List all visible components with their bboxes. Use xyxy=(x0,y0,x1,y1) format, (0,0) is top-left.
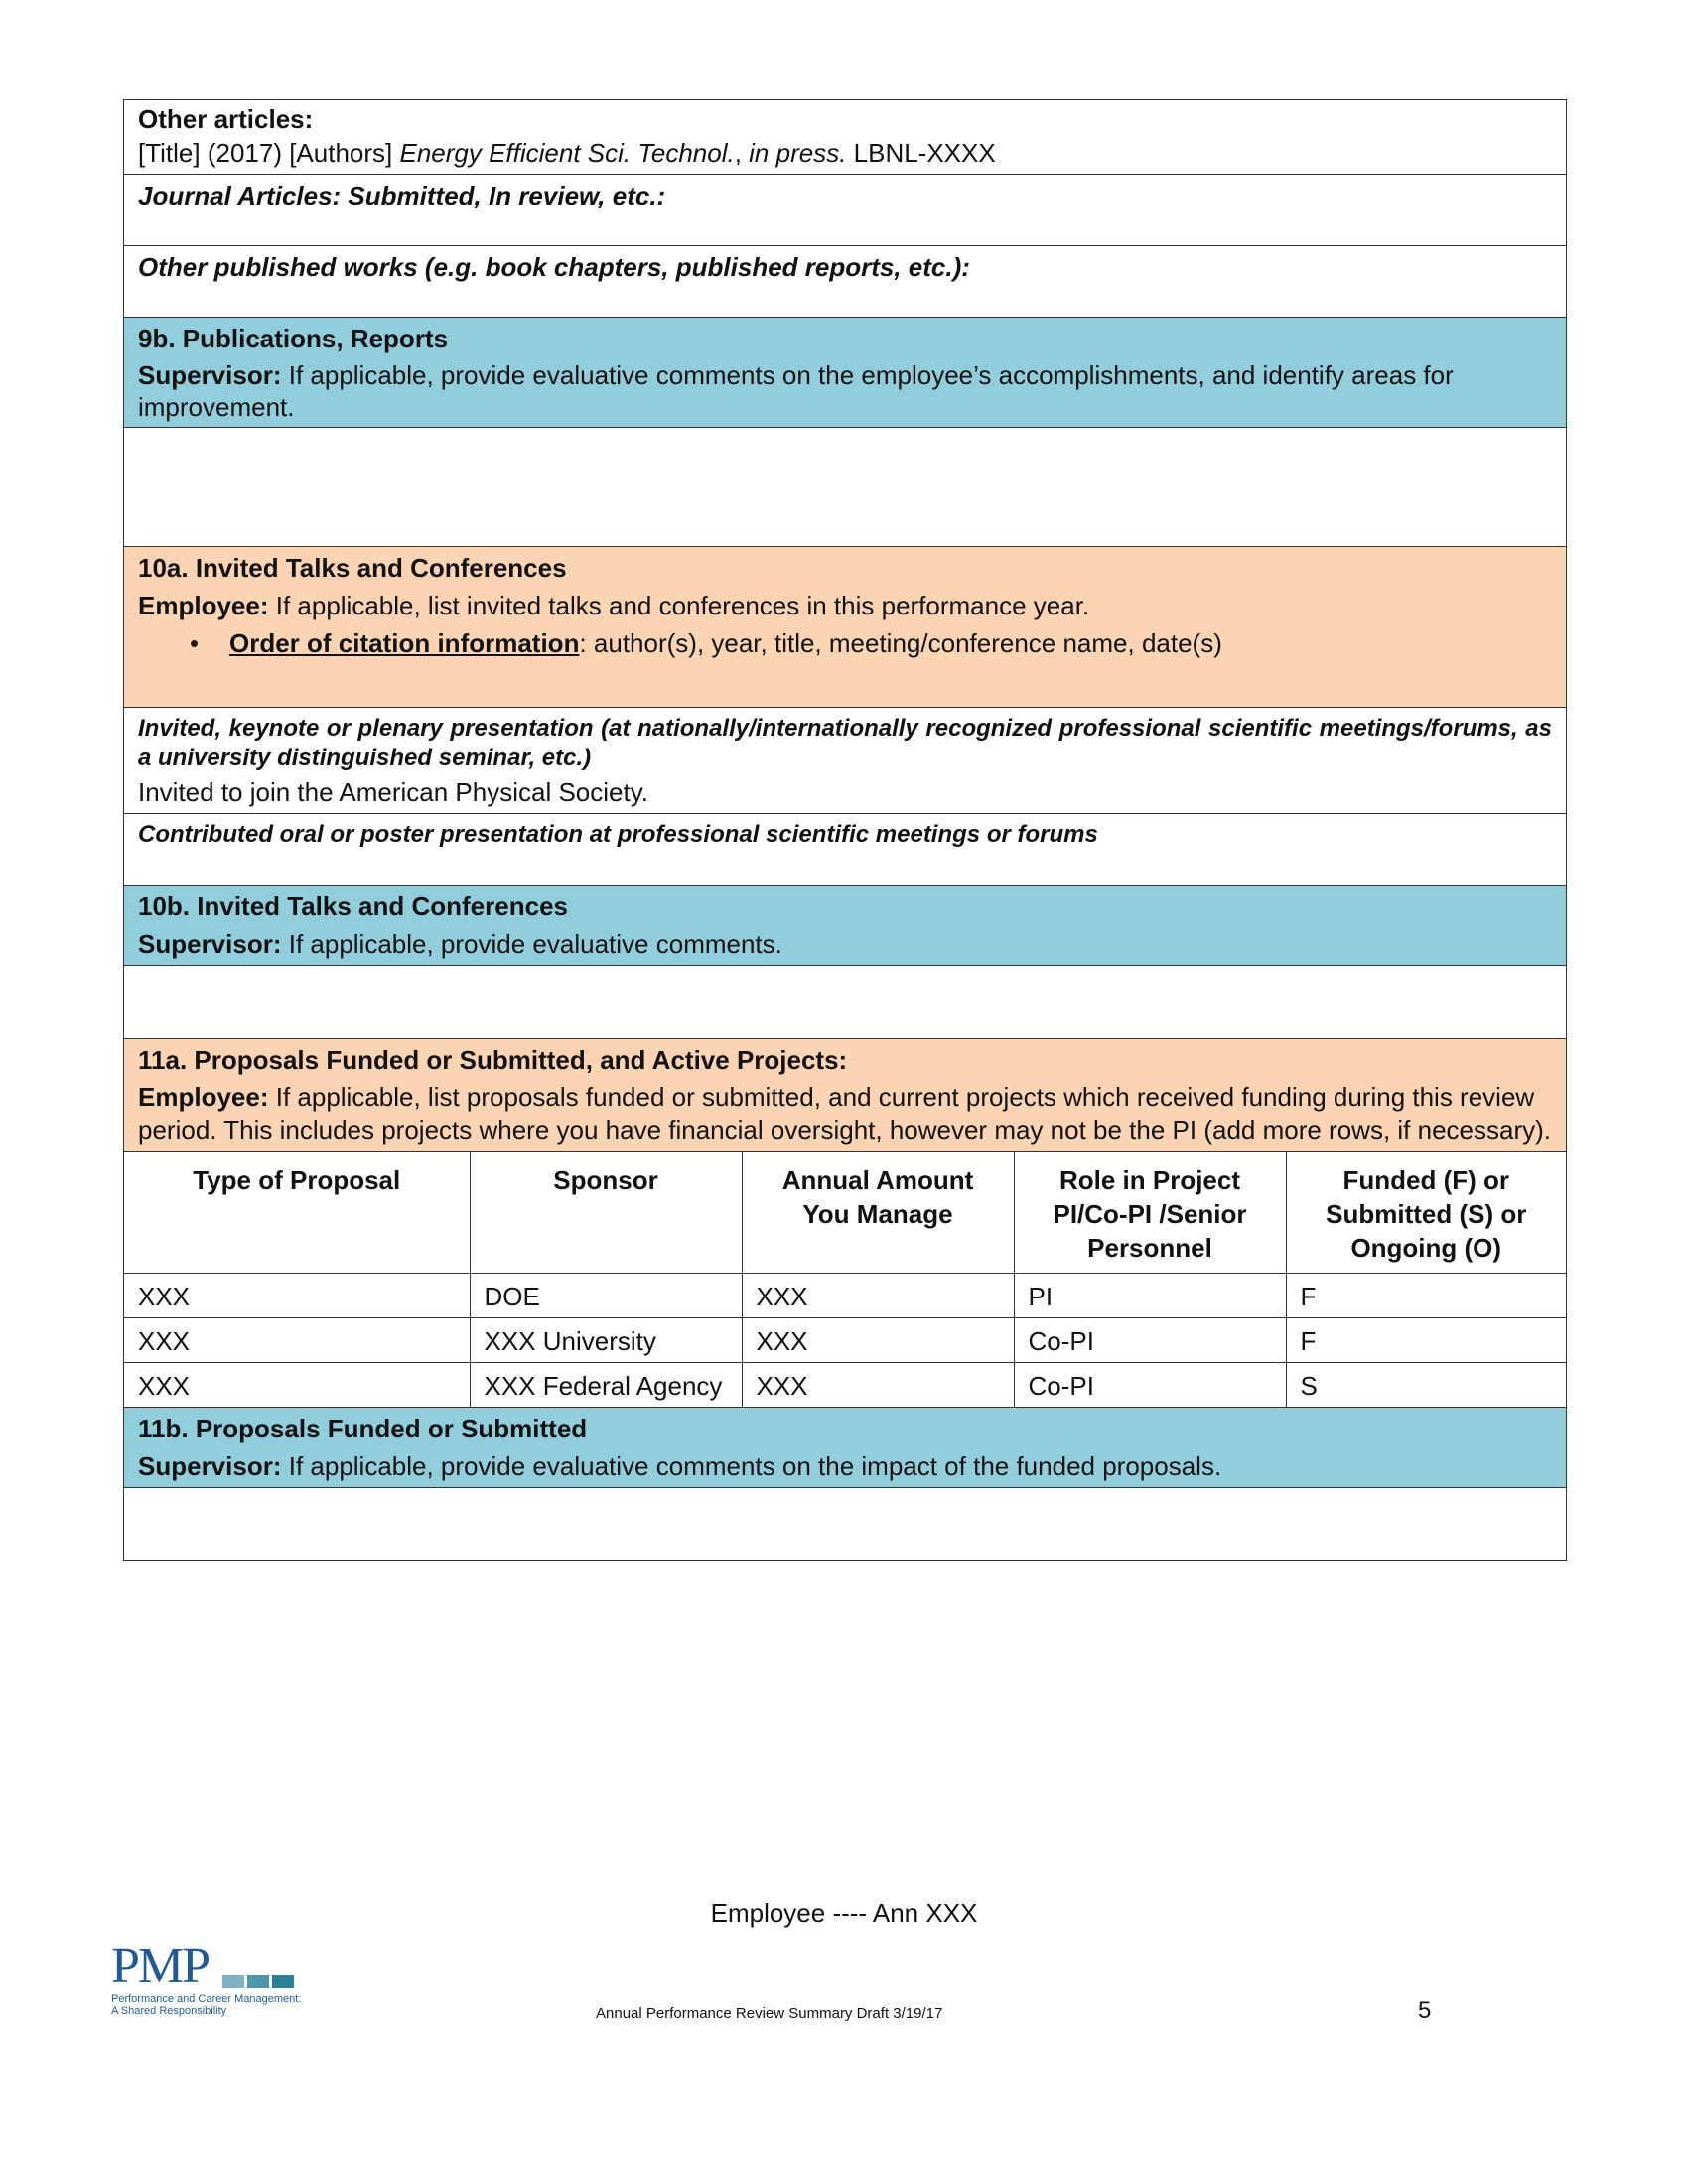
table-cell[interactable]: XXX xyxy=(124,1363,470,1408)
section-10b-title: 10b. Invited Talks and Conferences xyxy=(138,891,568,921)
invited-presentations-entry: Invited to join the American Physical Society. xyxy=(138,777,648,807)
section-10b-instructions: Supervisor: If applicable, provide evaluative comments. xyxy=(138,929,782,959)
bullet-icon: • xyxy=(190,628,200,658)
invited-presentations-heading: Invited, keynote or plenary presentation (at nationally/internationally recognized professional scientific meetings/forums, as a university distinguished seminar, etc.) xyxy=(138,715,1552,771)
section-9b-response-box[interactable] xyxy=(124,428,1566,547)
other-articles-heading: Other articles: xyxy=(138,104,314,134)
other-works-section xyxy=(124,246,1566,318)
contributed-presentations-heading: Contributed oral or poster presentation at professional scientific meetings or forums xyxy=(138,821,1098,848)
table-cell[interactable]: XXX University xyxy=(470,1318,742,1363)
table-cell[interactable]: Co-PI xyxy=(1014,1363,1286,1408)
proposals-table xyxy=(124,1152,1566,1407)
column-header: Role in Project PI/Co-PI /Senior Personnel xyxy=(1014,1152,1286,1274)
section-10b-response-box[interactable] xyxy=(124,966,1566,1039)
section-11b-header xyxy=(124,1408,1566,1488)
section-11a-instructions: Employee: If applicable, list proposals funded or submitted, and current projects which received funding during this review period. This includes projects where you have financial oversight, however may not be the PI (add more rows, if necessary). xyxy=(138,1082,1551,1145)
document-title-footer: Annual Performance Review Summary Draft 3/19/17 xyxy=(596,2005,943,2022)
logo-square-icon xyxy=(222,1975,244,1988)
table-cell[interactable]: XXX Federal Agency xyxy=(470,1363,742,1408)
section-10b-header xyxy=(124,886,1566,966)
proposals-table-wrapper xyxy=(124,1152,1566,1408)
section-11b-response-box[interactable] xyxy=(124,1488,1566,1560)
table-cell[interactable]: DOE xyxy=(470,1274,742,1318)
table-row xyxy=(124,1274,1566,1318)
table-cell[interactable]: XXX xyxy=(742,1274,1014,1318)
section-9b-instructions: Supervisor: If applicable, provide evaluative comments on the employee’s accomplishments, and identify areas for improvement. xyxy=(138,360,1454,422)
review-form-table xyxy=(123,99,1567,1561)
section-11a-title: 11a. Proposals Funded or Submitted, and Active Projects: xyxy=(138,1045,848,1075)
table-cell[interactable]: XXX xyxy=(124,1274,470,1318)
table-cell[interactable]: F xyxy=(1286,1318,1566,1363)
pmp-logo-tagline-1: Performance and Career Management: xyxy=(111,1993,302,2005)
section-9b-title: 9b. Publications, Reports xyxy=(138,324,449,353)
citation-order-bullet: • Order of citation information: author(s), year, title, meeting/conference name, date(s) xyxy=(190,628,1222,658)
other-works-heading: Other published works (e.g. book chapters, published reports, etc.): xyxy=(138,252,970,282)
section-11b-instructions: Supervisor: If applicable, provide evaluative comments on the impact of the funded proposals. xyxy=(138,1451,1222,1481)
column-header: Type of Proposal xyxy=(124,1152,470,1274)
column-header: Annual Amount You Manage xyxy=(742,1152,1014,1274)
section-11a-header xyxy=(124,1039,1566,1152)
table-row xyxy=(124,1363,1566,1408)
table-cell[interactable]: S xyxy=(1300,1371,1318,1401)
citation-order-label: Order of citation information xyxy=(229,628,580,658)
table-cell[interactable]: XXX xyxy=(742,1363,1014,1408)
table-cell[interactable]: XXX xyxy=(124,1318,470,1363)
table-cell[interactable]: PI xyxy=(1014,1274,1286,1318)
pmp-logo xyxy=(111,1938,310,2017)
pmp-logo-text: PMP xyxy=(111,1938,210,1994)
pmp-logo-tagline-2: A Shared Responsibility xyxy=(111,2005,227,2017)
invited-presentations-section xyxy=(124,708,1566,814)
employee-name-footer: Employee ---- Ann XXX xyxy=(710,1898,978,1928)
other-articles-section xyxy=(124,100,1566,175)
section-10a-header xyxy=(124,547,1566,708)
proposals-table-header-row xyxy=(124,1152,1566,1274)
logo-square-icon xyxy=(272,1975,294,1988)
section-10a-instructions: Employee: If applicable, list invited talks and conferences in this performance year. xyxy=(138,591,1090,620)
section-11b-title: 11b. Proposals Funded or Submitted xyxy=(138,1414,588,1443)
section-10a-title: 10a. Invited Talks and Conferences xyxy=(138,553,567,583)
journal-articles-section xyxy=(124,175,1566,246)
table-cell[interactable]: F xyxy=(1286,1274,1566,1318)
contributed-presentations-section xyxy=(124,814,1566,886)
table-row xyxy=(124,1318,1566,1363)
column-header: Funded (F) or Submitted (S) or Ongoing (O) xyxy=(1286,1152,1566,1274)
section-9b-header xyxy=(124,318,1566,428)
page-number: 5 xyxy=(1418,1997,1432,2024)
other-articles-entry: [Title] (2017) [Authors] Energy Efficient Sci. Technol., in press. LBNL-XXXX xyxy=(138,138,996,168)
table-cell[interactable]: Co-PI xyxy=(1014,1318,1286,1363)
logo-square-icon xyxy=(247,1975,269,1988)
column-header: Sponsor xyxy=(470,1152,742,1274)
table-cell[interactable]: XXX xyxy=(742,1318,1014,1363)
journal-articles-heading: Journal Articles: Submitted, In review, etc.: xyxy=(138,181,666,210)
